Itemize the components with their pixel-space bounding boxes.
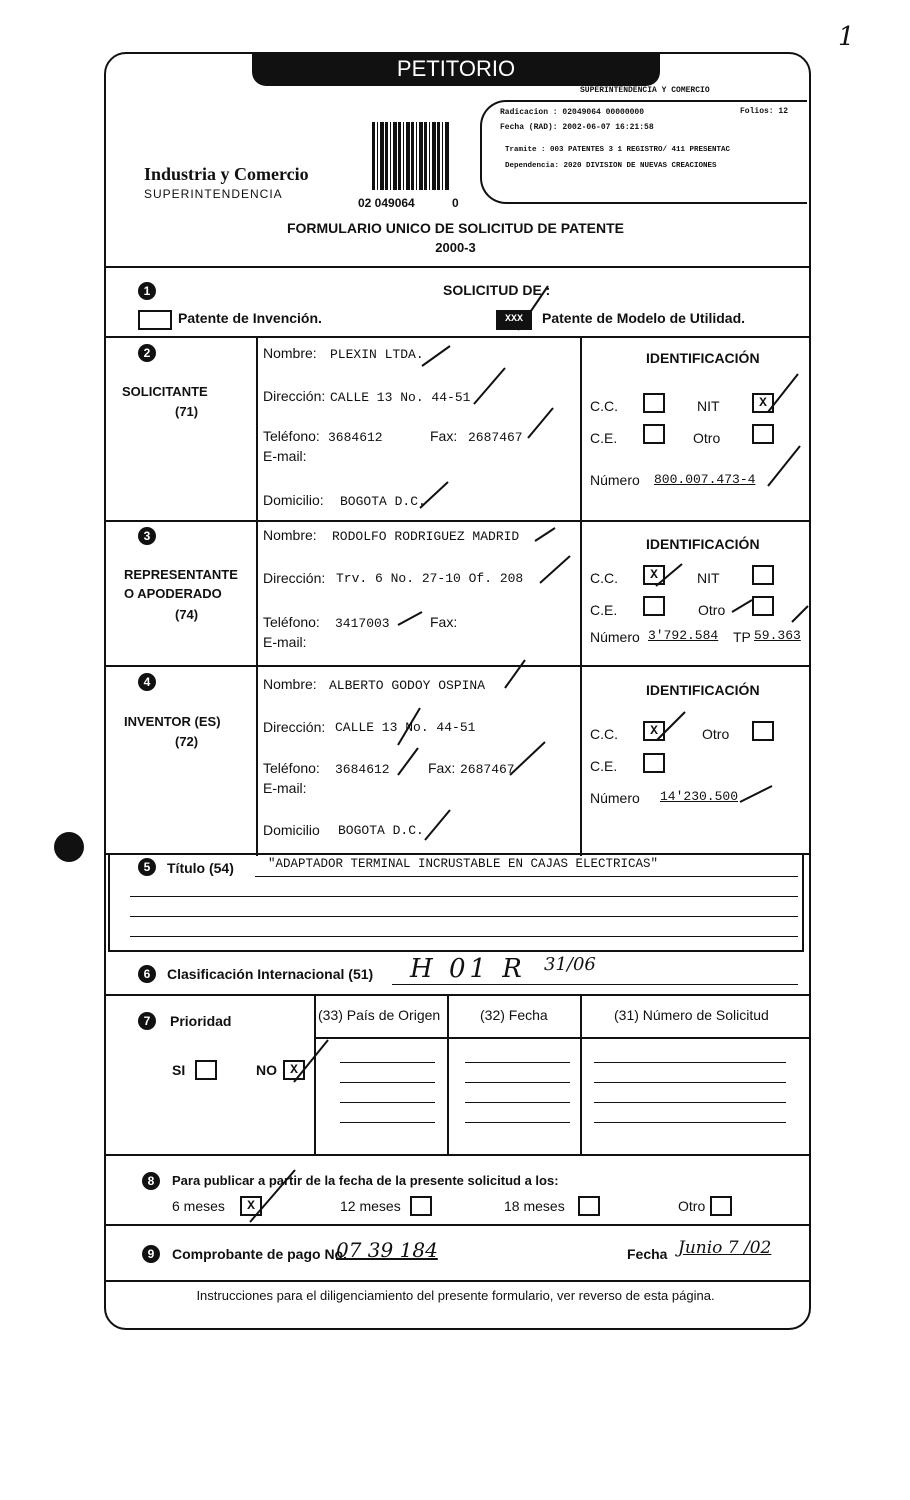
sec3-nombre: RODOLFO RODRIGUEZ MADRID (332, 529, 520, 544)
sec7-col-numero: (31) Número de Solicitud (614, 1007, 769, 1023)
sec2-id-title: IDENTIFICACIÓN (646, 350, 760, 366)
check-mark (540, 556, 570, 583)
sec4-direccion-label: Dirección: (263, 719, 326, 735)
sec2-direccion-label: Dirección: (263, 388, 326, 404)
sec7-col-fecha: (32) Fecha (480, 1007, 548, 1023)
check-mark (250, 1170, 295, 1222)
sec3-fax-label: Fax: (430, 614, 458, 630)
section-4-number: 4 (138, 673, 156, 691)
sec9-fecha: Junio 7 /02 (678, 1238, 772, 1258)
petitorio-title: PETITORIO (396, 56, 516, 81)
check-mark (535, 528, 555, 541)
sec3-nit-label: NIT (697, 570, 720, 586)
sec4-domicilio: BOGOTA D.C. (338, 823, 424, 838)
footer-instructions: Instrucciones para el diligenciamiento del presente formulario, ver reverso de esta página. (196, 1288, 715, 1303)
check-mark (740, 786, 772, 802)
sec4-fax-label: Fax: (428, 760, 456, 776)
barcode-suffix: 0 (452, 196, 459, 210)
sec9-label: Comprobante de pago No. (172, 1246, 347, 1262)
sec3-otro-label: Otro (698, 602, 726, 618)
sec3-tp-label: TP (733, 629, 751, 645)
sec4-numero-label: Número (590, 790, 640, 806)
sec3-ce-label: C.E. (590, 602, 618, 618)
sec2-email-label: E-mail: (263, 448, 307, 464)
sec2-domicilio-label: Domicilio: (263, 492, 324, 508)
section-1-number: 1 (138, 282, 156, 300)
check-mark (768, 374, 798, 412)
sec3-role-line2: O APODERADO (124, 586, 222, 601)
sec9-fecha-label: Fecha (627, 1246, 668, 1262)
sec4-email-label: E-mail: (263, 780, 307, 796)
check-mark (510, 742, 545, 775)
section-6-number: 6 (138, 965, 156, 983)
sec3-id-title: IDENTIFICACIÓN (646, 536, 760, 552)
sec2-code: (71) (175, 404, 199, 419)
section-7-number: 7 (138, 1012, 156, 1030)
sec3-telefono-label: Teléfono: (263, 614, 320, 630)
check-mark (732, 600, 752, 612)
stamp-entity: SUPERINTENDENCIA Y COMERCIO (580, 86, 710, 95)
sec3-numero: 3'792.584 (648, 628, 719, 643)
sec7-si-label: SI (172, 1062, 186, 1078)
patente-utilidad-label: Patente de Modelo de Utilidad. (542, 310, 746, 326)
sec2-role: SOLICITANTE (122, 384, 208, 399)
sec9-value: 07 39 184 (336, 1238, 438, 1262)
check-mark (294, 1040, 328, 1082)
sec7-label: Prioridad (170, 1013, 232, 1029)
section-2-number: 2 (138, 344, 156, 362)
sec4-ce-label: C.E. (590, 758, 618, 774)
section-9-number: 9 (142, 1245, 160, 1263)
sec3-direccion: Trv. 6 No. 27-10 Of. 208 (336, 571, 524, 586)
sec2-ce-label: C.E. (590, 430, 618, 446)
sec2-telefono: 3684612 (328, 430, 383, 445)
stamp-radicacion: Radicacion : 02049064 00000000 (500, 108, 645, 117)
sec6-value-sup: 31/06 (544, 954, 596, 975)
stamp-dependencia: Dependencia: 2020 DIVISION DE NUEVAS CREACIONES (505, 162, 717, 170)
sec3-cc-label: C.C. (590, 570, 618, 586)
prioridad-no-checkbox[interactable]: X (283, 1060, 305, 1080)
check-mark (657, 712, 685, 740)
sec2-fax: 2687467 (468, 430, 523, 445)
patente-invencion-label: Patente de Invención. (178, 310, 322, 326)
sec4-nombre-label: Nombre: (263, 676, 317, 692)
sec2-direccion: CALLE 13 No. 44-51 (330, 390, 471, 405)
page-number: 1 (838, 22, 855, 52)
sec3-cc-checkbox[interactable]: X (643, 565, 665, 585)
section-5-number: 5 (138, 858, 156, 876)
sec4-domicilio-label: Domicilio (263, 822, 320, 838)
publicar-6-meses-checkbox[interactable]: X (240, 1196, 262, 1216)
sec3-tp: 59.363 (754, 628, 801, 643)
sec3-nombre-label: Nombre: (263, 527, 317, 543)
check-mark (474, 368, 505, 404)
sec8-opt6-label: 6 meses (172, 1198, 225, 1214)
sec5-label: Título (54) (167, 860, 234, 876)
sec4-role: INVENTOR (ES) (124, 714, 221, 729)
sec2-nombre-label: Nombre: (263, 345, 317, 361)
sec3-telefono: 3417003 (335, 616, 390, 631)
sec4-nombre: ALBERTO GODOY OSPINA (329, 678, 486, 693)
sec6-label: Clasificación Internacional (51) (167, 966, 374, 982)
sec4-telefono: 3684612 (335, 762, 390, 777)
sec2-telefono-label: Teléfono: (263, 428, 320, 444)
sec3-direccion-label: Dirección: (263, 570, 326, 586)
section-8-number: 8 (142, 1172, 160, 1190)
section-3-number: 3 (138, 527, 156, 545)
check-mark (398, 708, 420, 745)
sec4-cc-label: C.C. (590, 726, 618, 742)
patente-utilidad-checkbox[interactable]: XXX (496, 310, 532, 330)
sec8-opt18-label: 18 meses (504, 1198, 565, 1214)
form-title: FORMULARIO UNICO DE SOLICITUD DE PATENTE (286, 220, 625, 236)
sec2-numero-label: Número (590, 472, 640, 488)
sec2-fax-label: Fax: (430, 428, 458, 444)
check-mark (528, 408, 553, 438)
sec8-opt12-label: 12 meses (340, 1198, 401, 1214)
check-mark (420, 482, 448, 508)
sec5-value: "ADAPTADOR TERMINAL INCRUSTABLE EN CAJAS ELECTRICAS" (268, 857, 659, 871)
sec3-numero-label: Número (590, 629, 640, 645)
stamp-folios: Folios: 12 (740, 107, 789, 116)
sec7-col-pais: (33) País de Origen (318, 1007, 441, 1023)
sec4-telefono-label: Teléfono: (263, 760, 320, 776)
sec4-otro-label: Otro (702, 726, 730, 742)
sec4-fax: 2687467 (460, 762, 515, 777)
sec2-nombre: PLEXIN LTDA. (330, 347, 424, 362)
check-mark (505, 660, 525, 688)
sec8-label: Para publicar a partir de la fecha de la presente solicitud a los: (172, 1173, 559, 1188)
check-mark (425, 810, 450, 840)
sec3-email-label: E-mail: (263, 634, 307, 650)
sec2-domicilio: BOGOTA D.C. (340, 494, 426, 509)
sec4-id-title: IDENTIFICACIÓN (646, 682, 760, 698)
check-mark (656, 564, 682, 586)
sec4-code: (72) (175, 734, 199, 749)
sec2-numero: 800.007.473-4 (654, 472, 756, 487)
check-mark (398, 748, 418, 775)
sec2-nit-label: NIT (697, 398, 720, 414)
sec4-numero: 14'230.500 (660, 789, 739, 804)
sec3-role-line1: REPRESENTANTE (124, 567, 238, 582)
check-mark (422, 346, 450, 366)
sec2-nit-checkbox[interactable]: X (752, 393, 774, 413)
check-mark (792, 606, 808, 622)
check-mark (768, 446, 800, 486)
sec2-cc-label: C.C. (590, 398, 618, 414)
org-name: Industria y Comercio (144, 164, 309, 184)
check-mark (518, 286, 548, 330)
sec7-no-label: NO (256, 1062, 277, 1078)
stamp-tramite: Tramite : 003 PATENTES 3 1 REGISTRO/ 411 PRESENTAC (505, 146, 731, 154)
sec1-title: SOLICITUD DE : (443, 282, 551, 298)
sec4-cc-checkbox[interactable]: X (643, 721, 665, 741)
check-mark (398, 612, 422, 625)
org-subtitle: SUPERINTENDENCIA (144, 187, 283, 201)
sec2-otro-label: Otro (693, 430, 721, 446)
barcode-number: 02 049064 (358, 196, 415, 210)
sec3-code: (74) (175, 607, 199, 622)
form-version: 2000-3 (435, 240, 476, 255)
stamp-fecha: Fecha (RAD): 2002-06-07 16:21:58 (500, 123, 654, 132)
sec4-direccion: CALLE 13 No. 44-51 (335, 720, 476, 735)
sec8-otro-label: Otro (678, 1198, 706, 1214)
sec6-value: H 01 R (410, 954, 526, 984)
